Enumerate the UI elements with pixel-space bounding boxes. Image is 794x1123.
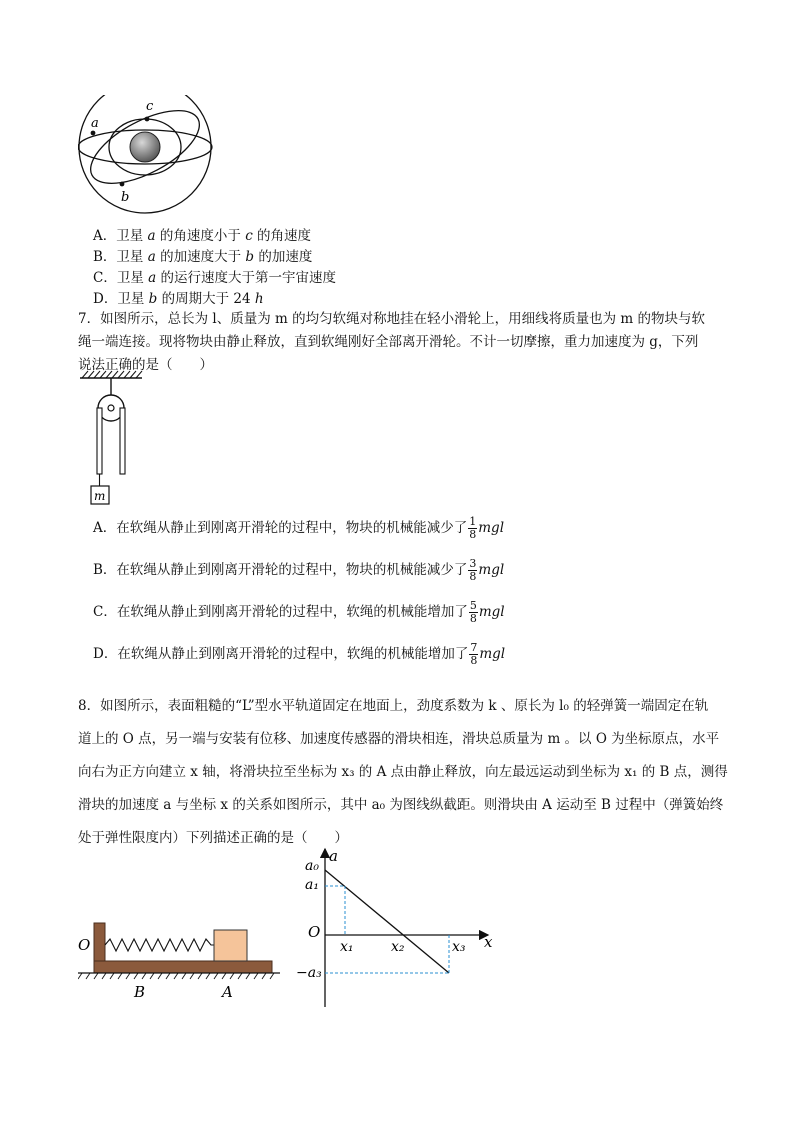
a-x-line (325, 870, 449, 973)
q6-option-d[interactable]: D．卫星 b 的周期大于 24 h (93, 291, 264, 307)
satellite-b-dot (120, 182, 125, 187)
fraction: $\frac{5}{8}$ (469, 599, 477, 625)
q6-option-a[interactable]: A．卫星 a 的角速度小于 c 的角速度 (93, 228, 312, 244)
fraction: $\frac{3}{8}$ (469, 557, 477, 583)
q7-option-d[interactable]: D．在软绳从静止到刚离开滑轮的过程中，软绳的机械能增加了 $\frac{7}{8}$ mgl (93, 641, 506, 667)
track-base (94, 961, 272, 973)
satellite-c-dot (145, 117, 150, 122)
q7-option-b[interactable]: B．在软绳从静止到刚离开滑轮的过程中，物块的机械能减少了 $\frac{3}{8}$ mgl (93, 557, 505, 583)
axis-label-a: a (329, 847, 338, 865)
q8-stem-line1: 8．如图所示，表面粗糙的“L”型水平轨道固定在地面上，劲度系数为 k 、原长为 l₀ 的轻弹簧一端固定在轨 (78, 698, 709, 714)
q7-stem-line3: 说法正确的是（ ） (78, 357, 213, 373)
pulley-figure (78, 370, 158, 510)
q7-stem-line1: 7．如图所示，总长为 l、质量为 m 的均匀软绳对称地挂在轻小滑轮上，用细线将质量也为 m 的物块与软 (78, 311, 705, 327)
label-x1: x₁ (340, 939, 354, 955)
rope-right (120, 408, 125, 474)
label-b: b (121, 190, 130, 205)
q8-stem-line2: 道上的 O 点，另一端与安装有位移、加速度传感器的滑块相连，滑块总质量为 m 。以 O 为坐标原点，水平 (78, 731, 720, 747)
label-O-graph: O (308, 923, 321, 941)
q8-stem-line5: 处于弹性限度内）下列描述正确的是（ ） (78, 830, 348, 846)
label-x2: x₂ (391, 939, 405, 955)
label-x3: x₃ (452, 939, 466, 955)
acceleration-position-graph (292, 845, 502, 1010)
q6-option-c[interactable]: C．卫星 a 的运行速度大于第一宇宙速度 (93, 270, 336, 286)
q6-option-b[interactable]: B．卫星 a 的加速度大于 b 的加速度 (93, 249, 313, 265)
axis-label-x: x (484, 933, 493, 951)
label-O-left: O (78, 936, 91, 954)
label-B: B (134, 983, 146, 1000)
fraction: $\frac{7}{8}$ (470, 641, 478, 667)
label-a0: a₀ (305, 858, 319, 874)
slider-block (214, 930, 247, 961)
guide-lines (325, 886, 449, 973)
label-A: A (222, 983, 233, 1000)
label-a1: a₁ (305, 877, 319, 893)
satellite-orbit-figure (78, 95, 218, 215)
track-spring-figure (78, 915, 283, 1000)
label-neg-a3: −a₃ (296, 965, 322, 981)
label-a: a (91, 116, 99, 131)
block-label: m (94, 489, 106, 503)
fraction: $\frac{1}{8}$ (469, 515, 477, 541)
spring (105, 939, 214, 951)
satellite-a-dot (91, 131, 96, 136)
q8-stem-line3: 向右为正方向建立 x 轴，将滑块拉至坐标为 x₃ 的 A 点由静止释放，向左最远运动到坐标为 x₁ 的 B 点，测得 (78, 764, 728, 780)
q7-stem-line2: 绳一端连接。现将物块由静止释放，直到软绳刚好全部离开滑轮。不计一切摩擦，重力加速度为 g，下列 (78, 334, 699, 350)
q7-option-c[interactable]: C．在软绳从静止到刚离开滑轮的过程中，软绳的机械能增加了 $\frac{5}{8}$ mgl (93, 599, 505, 625)
label-c: c (146, 99, 154, 114)
q8-stem-line4: 滑块的加速度 a 与坐标 x 的关系如图所示，其中 a₀ 为图线纵截距。则滑块由 A 运动至 B 过程中（弹簧始终 (78, 797, 724, 813)
earth-planet (130, 132, 160, 162)
rope-left (97, 408, 102, 474)
q7-option-a[interactable]: A．在软绳从静止到刚离开滑轮的过程中，物块的机械能减少了 $\frac{1}{8}$ mgl (93, 515, 505, 541)
